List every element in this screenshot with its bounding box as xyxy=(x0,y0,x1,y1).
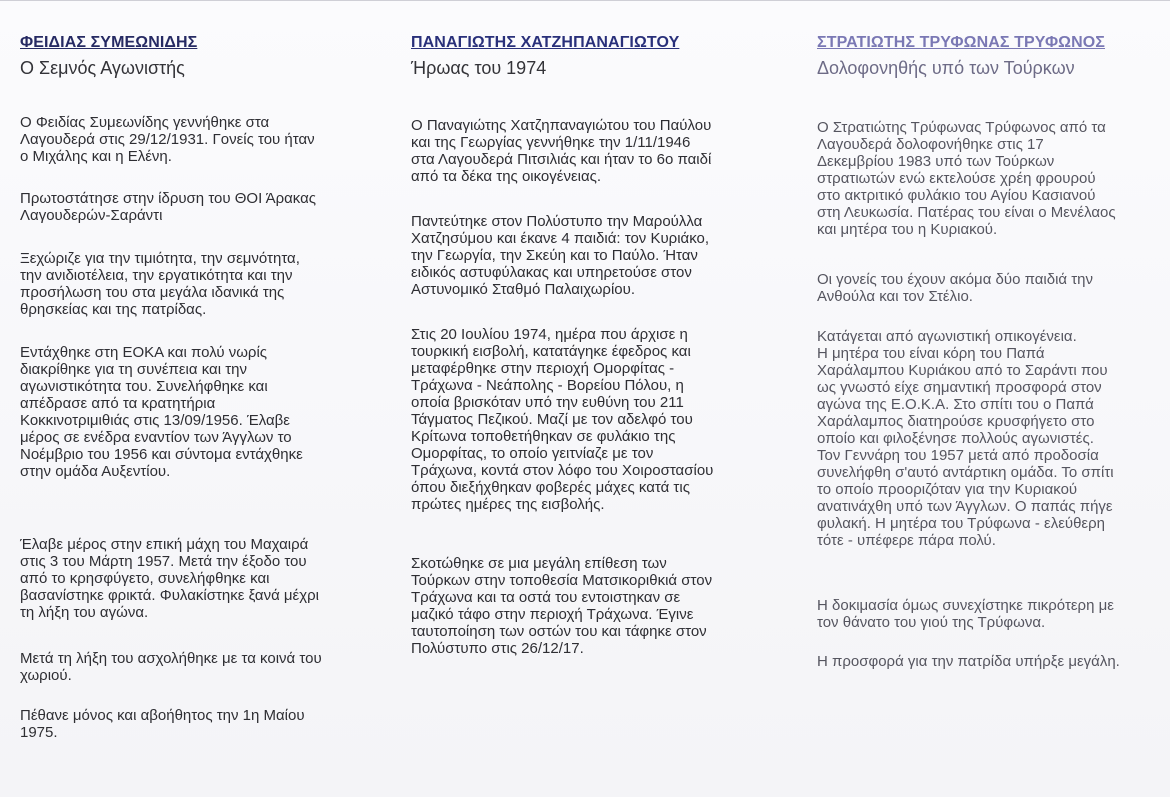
bio-paragraph: Κατάγεται από αγωνιστική οπικογένεια. Η μητέρα του είναι κόρη του Παπά Χαράλαμπου Κυριάκου από το Σαράντι που ως γνωστό είχε σημαντική προσφορά στον αγώνα της Ε.Ο.Κ.Α. Στο σπίτι του ο Παπά Χαράλαμπος διατηρούσε κρυσφήγετο στο οποίο και φιλοξένησε πολλούς αγωνιστές. Τον Γεννάρη του 1957 μετά από προδοσία συνελήφθη σ'αυτό αντάρτικη ομάδα. Το σπίτι το οποίο προοριζόταν για την Κυριακού ανατινάχθη υπό των Άγγλων. Ο παπάς πήγε φυλακή. Η μητέρα του Τρύφωνα - ελεύθερη τότε - υπέφερε πάρα πολύ. xyxy=(817,328,1114,549)
bio-paragraph: Εντάχθηκε στη ΕΟΚΑ και πολύ νωρίς διακρίθηκε για τη συνέπεια και την αγωνιστικότητα του. Συνελήφθηκε και απέδρασε από τα κρατητήρια Κοκκινοτριμιθιάς στις 13/09/1956. Έλαβε μέρος σε ενέδρα εναντίον των Άγγλων το Νοέμβριο του 1956 και σύντομα εντάχθηκε στην ομάδα Αυξεντίου. xyxy=(20,344,303,480)
bio-paragraph: Ο Φειδίας Συμεωνίδης γεννήθηκε στα Λαγουδερά στις 29/12/1931. Γονείς του ήταν ο Μιχάλης και η Ελένη. xyxy=(20,114,315,165)
bio-paragraph: Ο Παναγιώτης Χατζηπαναγιώτου του Παύλου και της Γεωργίας γεννήθηκε την 1/11/1946 στα Λαγουδερά Πιτσιλιάς και ήταν το 6ο παιδί από τα δέκα της οικογένειας. xyxy=(411,117,712,185)
bio-paragraph: Παντεύτηκε στον Πολύστυπο την Μαρούλλα Χατζησύμου και έκανε 4 παιδιά: τον Κυριάκο, την Γεωργία, την Σκεύη και το Παύλο. Ήταν ειδικός αστυφύλακας και υπηρετούσε στον Αστυνομικό Σταθμό Παλαιχωρίου. xyxy=(411,213,710,298)
bio-paragraph: Πρωτοστάτησε στην ίδρυση του ΘΟΙ Άρακας Λαγουδερών-Σαράντι xyxy=(20,190,317,224)
bio-paragraph: Η δοκιμασία όμως συνεχίστηκε πικρότερη με τον θάνατο του γιού της Τρύφωνα. xyxy=(817,597,1114,631)
bio-paragraph: Πέθανε μόνος και αβοήθητος την 1η Μαίου 1975. xyxy=(20,707,305,741)
bio-paragraph: Μετά τη λήξη του ασχολήθηκε με τα κοινά του χωριού. xyxy=(20,650,322,684)
bio-paragraph: Ξεχώριζε για την τιμιότητα, την σεμνότητα, την ανιδιοτέλεια, την εργατικότητα και την προσήλωση του στα μεγάλα ιδανικά της θρησκείας και της πατρίδας. xyxy=(20,250,300,318)
bio-paragraph: Στις 20 Ιουλίου 1974, ημέρα που άρχισε η τουρκική εισβολή, κατατάγηκε έφεδρος και μεταφέρθηκε στην περιοχή Ομορφίτας - Τράχωνα - Νεάπολης - Βορείου Πόλου, η οποία βρισκόταν υπό την ευθύνη του 211 Τάγματος Πεζικού. Μαζί με τον αδελφό του Κρίτωνα τοποθετήθηκαν σε φυλάκιο της Ομορφίτας, το οποίο γειτνίαζε με τον Τράχωνα, κοντά στον λόφο του Χοιροστασίου όπου διεξήχθηκαν φοβερές μάχες κατά τις πρώτες ημέρες της εισβολής. xyxy=(411,326,714,513)
person-subtitle: Δολοφονηθής υπό των Τούρκων xyxy=(817,58,1075,78)
bio-paragraph: Οι γονείς του έχουν ακόμα δύο παιδιά την Ανθούλα και τον Στέλιο. xyxy=(817,271,1094,305)
person-name: ΣΤΡΑΤΙΩΤΗΣ ΤΡΥΦΩΝΑΣ ΤΡΥΦΩΝΟΣ xyxy=(817,34,1106,51)
person-name: ΠΑΝΑΓΙΩΤΗΣ ΧΑΤΖΗΠΑΝΑΓΙΩΤΟΥ xyxy=(411,34,680,51)
bio-paragraph: Ο Στρατιώτης Τρύφωνας Τρύφωνος από τα Λαγουδερά δολοφονήθηκε στις 17 Δεκεμβρίου 1983 υπό των Τούρκων στρατιωτών ενώ εκτελούσε χρέη φρουρού στο ακτριτικό φυλάκιο του Αγίου Κασιανού στη Λευκωσία. Πατέρας του είναι ο Μενέλαος και μητέρα του η Κυριακού. xyxy=(817,119,1116,238)
person-subtitle: Ο Σεμνός Αγωνιστής xyxy=(20,58,185,78)
person-subtitle: Ήρωας του 1974 xyxy=(411,58,547,78)
bio-paragraph: Η προσφορά για την πατρίδα υπήρξε μεγάλη. xyxy=(817,653,1120,670)
bio-paragraph: Σκοτώθηκε σε μια μεγάλη επίθεση των Τούρκων στην τοποθεσία Ματσικοριθκιά στον Τράχωνα και τα οστά του εντοιστηκαν σε μαζικό τάφο στην περιοχή Τράχωνα. Έγινε ταυτοποίηση των οστών του και τάφηκε στον Πολύστυπο στις 26/12/17. xyxy=(411,555,713,657)
bio-paragraph: Έλαβε μέρος στην επική μάχη του Μαχαιρά στις 3 του Μάρτη 1957. Μετά την έξοδο του από το κρησφύγετο, συνελήφθηκε και βασανίστηκε φρικτά. Φυλακίστηκε ξανά μέχρι τη λήξη του αγώνα. xyxy=(20,536,319,621)
person-name: ΦΕΙΔΙΑΣ ΣΥΜΕΩΝΙΔΗΣ xyxy=(20,34,198,51)
